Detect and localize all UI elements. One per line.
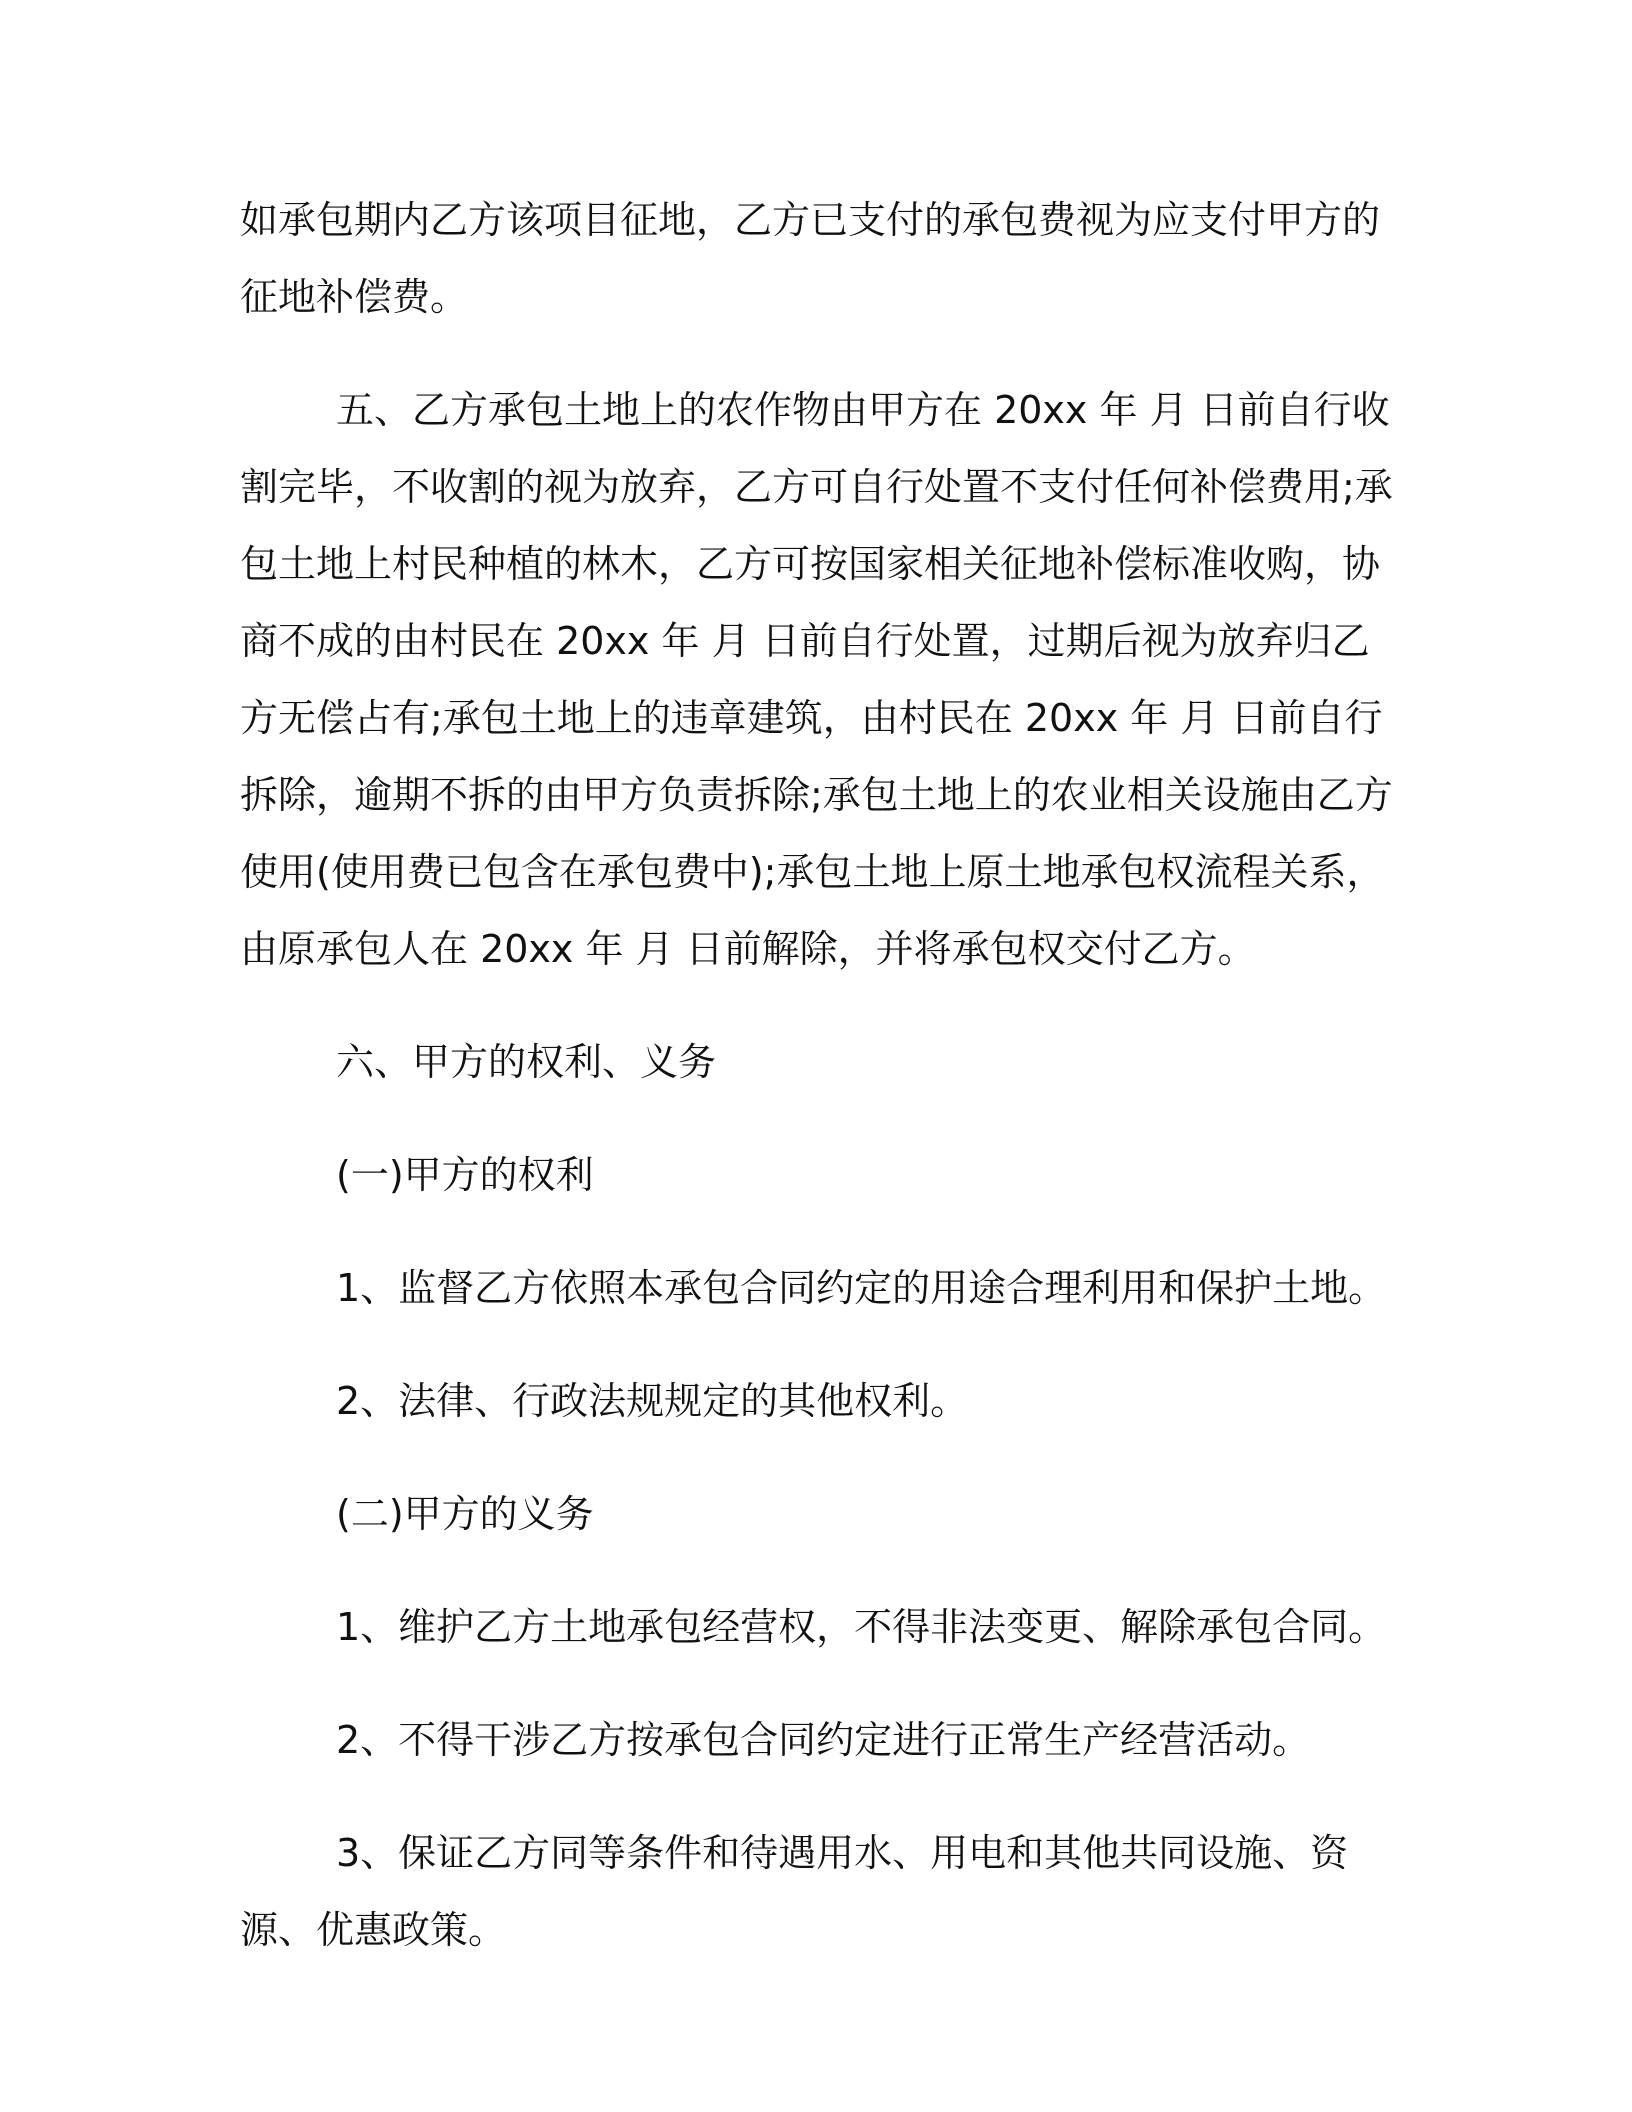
list-item-obligations-1: 1、维护乙方土地承包经营权，不得非法变更、解除承包合同。	[336, 1605, 1387, 1649]
subheading-party-a-obligations: (二)甲方的义务	[336, 1492, 594, 1536]
document-body	[240, 182, 1400, 2005]
list-item-obligations-3: 3、保证乙方同等条件和待遇用水、用电和其他共同设施、资源、优惠政策。	[240, 1831, 1349, 1952]
list-item-rights-2: 2、法律、行政法规规定的其他权利。	[336, 1379, 969, 1423]
list-item-rights-1: 1、监督乙方依照本承包合同约定的用途合理利用和保护土地。	[336, 1266, 1387, 1310]
list-item-obligations-2: 2、不得干涉乙方按承包合同约定进行正常生产经营活动。	[336, 1718, 1311, 1762]
heading-clause-6: 六、甲方的权利、义务	[336, 1040, 717, 1084]
subheading-party-a-rights: (一)甲方的权利	[336, 1153, 594, 1197]
paragraph-land-expropriation: 如承包期内乙方该项目征地，乙方已支付的承包费视为应支付甲方的征地补偿费。	[240, 198, 1381, 319]
paragraph-clause-5: 五、乙方承包土地上的农作物由甲方在 20xx 年 月 日前自行收割完毕，不收割的视为放弃，乙方可自行处置不支付任何补偿费用;承包土地上村民种植的林木，乙方可按国家相关征地补偿标准收购，协商不成的由村民在 20xx 年 月 日前自行处置，过期后视为放弃归乙方无偿占有;承包土地上的违章建筑，由村民在 20xx 年 月 日前自行拆除，逾期不拆的由甲方负责拆除;承包土地上的农业相关设施由乙方使用(使用费已包含在承包费中);承包土地上原土地承包权流程关系，由原承包人在 20xx 年 月 日前解除，并将承包权交付乙方。	[240, 388, 1393, 971]
